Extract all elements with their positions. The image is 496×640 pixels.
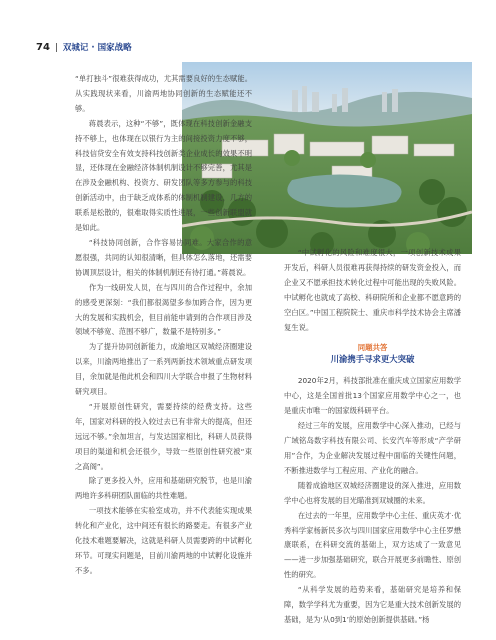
section-subheading <box>284 342 461 365</box>
running-header <box>36 40 132 54</box>
page-number: 74 <box>36 41 50 53</box>
left-text-column <box>75 72 252 579</box>
paragraph: 2020年2月，科技部批准在重庆成立国家应用数学中心，这是全国首批13个国家应用数学中心之一，也是重庆市唯一的国家级科研平台。 <box>284 376 461 416</box>
paragraph: 为了提升协同创新能力，成渝地区双城经济圈建设以来，川渝两地推出了一系列两新技术领域重点研发项目，余加就是他此机会和四川大学联合申报了生物材料研究项目。 <box>75 342 252 397</box>
right-text-column <box>284 246 461 628</box>
paragraph: 作为一线研发人员，在与四川的合作过程中，余加的感受更深刻：“我们都很渴望多参加跨合作，因为更大的发展和实践机会，但目前能申请到的合作项目涉及领域不够宽、范围不够广，数量不是特别多。” <box>75 282 252 337</box>
paragraph: 随着成渝地区双城经济圈建设的深入推进，应用数学中心也将发展的目光瞄准到双城圈的未来。 <box>284 480 461 505</box>
paragraph: 蒋晨表示，这种“不够”，既体现在科技创新金融支持不够上，也体现在以银行为主的间接投资力度不够，科技信贷安全有效支持科技创新类企业成长的效果不明显，还体现在金融经济体制机制设计不够完善，尤其是在涉及金融机构、投资方、研发团队等多方参与的科技创新活动中，由于缺乏成体系的体制机制建设，几方的联系是松散的，很难取得实质性进展，一些创新联盟就是如此。 <box>75 118 252 233</box>
subheading-title: 川渝携手寻求更大突破 <box>330 354 415 365</box>
paragraph: 经过三年的发展，应用数学中心深入推动，已经与广域铭岛数字科技有限公司、长安汽车等形成“产学研用”合作，为企业解决发展过程中面临的关键性问题，不断推进数学与工程应用、产业化的融合。 <box>284 421 461 475</box>
paragraph: “开展原创性研究，需要持续的经费支持。这些年，国家对科研的投入较过去已有非常大的提高，但还远远不够。”余加坦言，与发达国家相比，科研人员获得项目的渠道和机会还很少，导致一些原创性研究被“束之高阁”。 <box>75 401 252 471</box>
paragraph: “从科学发展的趋势来看，基础研究是培养和保障，数学学科尤为重要，因为它是重大技术创新发展的基础，是为‘从0到1’的原始创新提供基础。”杨 <box>284 585 461 624</box>
paragraph: 除了更多投入外，应用和基础研究脱节，也是川渝两地许多科研团队面临的共性难题。 <box>75 476 252 501</box>
section-title: 双城记 · 国家战略 <box>62 43 132 53</box>
paragraph: “中试孵化的风险和难度很大，一项创新技术成果开发后，科研人员很难再获得持续的研发资金投入，而企业又不愿承担技术转化过程中可能出现的失败风险。中试孵化也就成了高校、科研院所和企业都不愿意跨的空白区。”中国工程院院士、重庆市科学技术协会主席潘复生说。 <box>284 248 461 332</box>
subheading-kicker: 同题共答 <box>357 343 388 353</box>
paragraph: 在过去的一年里，应用数学中心主任、重庆英才·优秀科学家杨新民多次与四川国家应用数学中心主任罗懋康联系，在科研交流的基础上，双方达成了一致意见——进一步加强基础研究，联合开展更多前瞻性、原创性的研究。 <box>284 510 461 580</box>
paragraph: 一项技术能够在实验室成功，并不代表能实现成果转化和产业化，这中间还有很长的路要走。有很多产业化技术难题要解决，这就是科研人员需要跨的中试孵化环节。可现实问题是，目前川渝两地的中试孵化设施并不多。 <box>75 506 252 575</box>
header-divider <box>56 43 57 52</box>
paragraph: “单打独斗”很难获得成功，尤其需要良好的生态赋能。从实践现状来看，川渝两地协同创新的生态赋能还不够。 <box>75 74 252 113</box>
paragraph: “科技协同创新，合作容易协同难。大家合作的意愿很强，共同的认知很清晰，但具体怎么落地，还需要协调顶层设计，相关的体制机制还有待打通。”蒋晨说。 <box>75 237 252 277</box>
